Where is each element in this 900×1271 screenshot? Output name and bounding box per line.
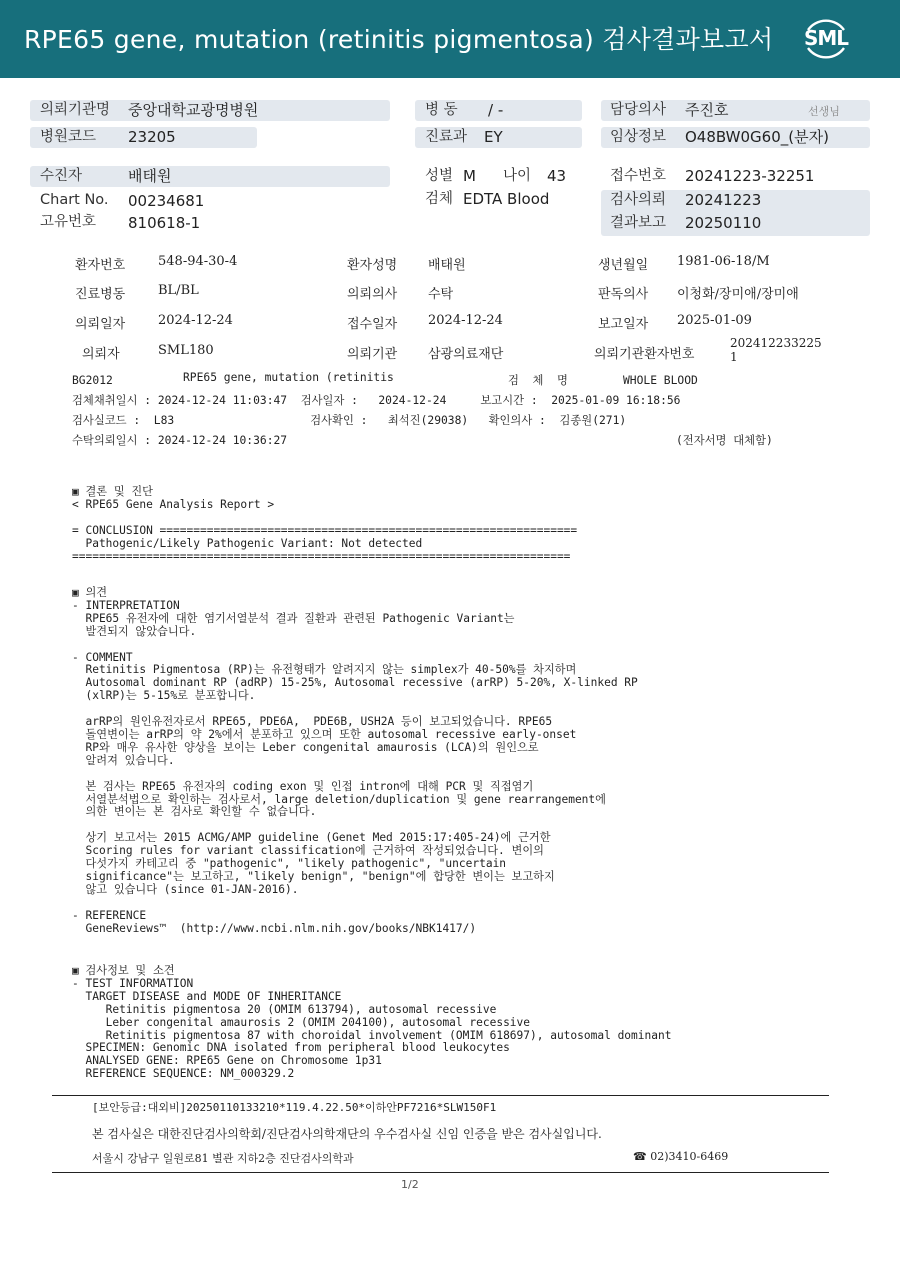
report-header <box>0 0 900 78</box>
grid-r2-l2: 의뢰의사 <box>347 287 398 302</box>
uid-label: 고유번호 <box>40 214 97 230</box>
grid-r2-l3: 판독의사 <box>598 287 649 302</box>
age-label: 나이 <box>503 168 532 184</box>
footer-rule-bottom <box>52 1172 829 1173</box>
meta-esign: (전자서명 대체함) <box>676 434 773 447</box>
report-title: RPE65 gene, mutation (retinitis pigmentosa) 검사결과보고서 <box>24 25 774 54</box>
age-value: 43 <box>547 167 567 185</box>
doctor-label: 담당의사 <box>610 102 667 118</box>
test-info-section: ▣ 검사정보 및 소견 - TEST INFORMATION TARGET DISEASE and MODE OF INHERITANCE Retinitis pigmentosa 20 (OMIM 613794), autosomal recessive Leber congenital amaurosis 2 (OMIM 204100), autosomal recessive Retinitis pigmentosa 87 with choroidal involvement (OMIM 618697), autosomal dominant SPECIMEN: Genomic DNA isolated from peripheral blood leukocytes ANALYSED GENE: RPE65 Gene on Chromosome 1p31 REFERENCE SEQUENCE: NM_000329.2 <box>72 964 672 1081</box>
cert-line: 본 검사실은 대한진단검사의학회/진단검사의학재단의 우수검사실 신임 인증을 받은 검사실입니다. <box>92 1127 602 1141</box>
clinical-label: 임상정보 <box>610 129 667 145</box>
footer-rule-top <box>52 1095 829 1096</box>
grid-r3-l3: 보고일자 <box>598 317 649 332</box>
receipt-label: 접수번호 <box>610 168 667 184</box>
grid-r2-l1: 진료병동 <box>75 287 126 302</box>
meta-specimen-value: WHOLE BLOOD <box>623 374 698 387</box>
chart-label: Chart No. <box>40 192 109 208</box>
grid-r4-v2: 삼광의료재단 <box>428 347 504 362</box>
meta-code: BG2012 <box>72 374 113 387</box>
dept-label: 진료과 <box>425 129 468 145</box>
page-number: 1/2 <box>401 1178 419 1191</box>
clinical-value: O48BW0G60_(분자) <box>685 128 829 146</box>
meta-specimen-label: 검 체 명 <box>508 374 568 387</box>
institution-value: 중앙대학교광명병원 <box>128 101 259 119</box>
meta-line4: 수탁의뢰일시 : 2024-12-24 10:36:27 <box>72 434 288 447</box>
grid-r3-l1: 의뢰일자 <box>75 317 126 332</box>
address-line: 서울시 강남구 일원로81 별관 지하2층 진단검사의학과 <box>92 1152 354 1165</box>
patient-label: 수진자 <box>40 168 83 184</box>
meta-line2: 검체채취일시 : 2024-12-24 11:03:47 검사일자 : 2024-12-24 보고시간 : 2025-01-09 16:18:56 <box>72 394 681 407</box>
security-line: [보안등급:대외비]20250110133210*119.4.22.50*이하안PF7216*SLW150F1 <box>92 1101 497 1114</box>
report-label: 결과보고 <box>610 215 667 231</box>
grid-r2-v3: 이청화/장미애/장미애 <box>677 287 799 302</box>
specimen-value: EDTA Blood <box>463 190 550 208</box>
phone-line: ☎ 02)3410-6469 <box>633 1150 729 1163</box>
grid-r4-l1: 의뢰자 <box>82 347 120 362</box>
grid-r4-v3: 202412233225 <box>730 336 822 350</box>
grid-r4-l3: 의뢰기관환자번호 <box>594 347 695 362</box>
patient-bar <box>30 166 390 187</box>
chart-value: 00234681 <box>128 192 205 210</box>
doctor-value: 주진호 <box>685 101 729 119</box>
ward-value: / - <box>488 101 504 119</box>
grid-r1-v3: 1981-06-18/M <box>677 254 770 269</box>
grid-r1-l3: 생년월일 <box>598 258 649 273</box>
hospcode-label: 병원코드 <box>40 129 97 145</box>
req-value: 20241223 <box>685 191 762 209</box>
receipt-value: 20241223-32251 <box>685 167 815 185</box>
grid-r1-v2: 배태원 <box>428 258 466 273</box>
meta-line3: 검사실코드 : L83 검사확인 : 최석진(29038) 확인의사 : 김종원(271) <box>72 414 627 427</box>
grid-r3-v1: 2024-12-24 <box>158 313 233 328</box>
specimen-label: 검체 <box>425 191 454 207</box>
req-label: 검사의뢰 <box>610 192 667 208</box>
uid-value: 810618-1 <box>128 214 201 232</box>
logo-text: SML <box>803 26 849 50</box>
hospcode-value: 23205 <box>128 128 176 146</box>
grid-r2-v2: 수탁 <box>428 287 454 302</box>
institution-label: 의뢰기관명 <box>40 102 111 118</box>
grid-r1-v1: 548-94-30-4 <box>158 254 238 269</box>
doctor-suffix: 선생님 <box>808 105 840 118</box>
grid-r3-v3: 2025-01-09 <box>677 313 752 328</box>
grid-r4-l2: 의뢰기관 <box>347 347 398 362</box>
patient-value: 배태원 <box>128 167 172 185</box>
grid-r4-v3b: 1 <box>730 350 738 364</box>
sml-logo <box>800 12 852 66</box>
sex-label: 성별 <box>425 168 454 184</box>
report-value: 20250110 <box>685 214 762 232</box>
dept-value: EY <box>484 128 503 146</box>
grid-r2-v1: BL/BL <box>158 283 199 298</box>
opinion-section: ▣ 의견 - INTERPRETATION RPE65 유전자에 대한 염기서열분석 결과 질환과 관련된 Pathogenic Variant는 발견되지 않았습니다. - COMMENT Retinitis Pigmentosa (RP)는 유전형태가 알려지지 않는 simplex가 40-50%를 차지하며 Autosomal dominant RP (adRP) 15-25%, Autosomal recessive (arRP) 5-20%, X-linked RP (xlRP)는 5-15%로 분포합니다. arRP의 원인유전자로서 RPE65, PDE6A, PDE6B, USH2A 등이 보고되었습니다. RPE65 돌연변이는 arRP의 약 2%에서 분포하고 있으며 또한 autosomal recessive early-onset RP와 매우 유사한 양상을 보이는 Leber congenital amaurosis (LCA)의 원인으로 알려져 있습니다. 본 검사는 RPE65 유전자의 coding exon 및 인접 intron에 대해 PCR 및 직접염기 서열분석법으로 확인하는 검사로서, large deletion/duplication 및 gene rearrangement에 의한 변이는 본 검사로 확인할 수 없습니다. 상기 보고서는 2015 ACMG/AMP guideline (Genet Med 2015:17:405-24)에 근거한 Scoring rules for variant classification에 근거하여 작성되었습니다. 변이의 다섯가지 카테고리 중 "pathogenic", "likely pathogenic", "uncertain significance"는 보고하고, "likely benign", "benign"에 합당한 변이는 보고하지 않고 있습니다 (since 01-JAN-2016). - REFERENCE GeneReviews™ (http://www.ncbi.nlm.nih.gov/books/NBK1417/) <box>72 586 638 935</box>
grid-r1-l2: 환자성명 <box>347 258 398 273</box>
meta-testname: RPE65 gene, mutation (retinitis <box>183 371 394 384</box>
grid-r3-v2: 2024-12-24 <box>428 313 503 328</box>
grid-r4-v1: SML180 <box>158 343 214 358</box>
grid-r3-l2: 접수일자 <box>347 317 398 332</box>
sex-value: M <box>463 167 476 185</box>
ward-label: 병 동 <box>425 102 458 118</box>
grid-r1-l1: 환자번호 <box>75 258 126 273</box>
conclusion-section: ▣ 결론 및 진단 < RPE65 Gene Analysis Report > = CONCLUSION ============================================================== Pathogenic/Likely Pathogenic Variant: Not detected ========================================================================== <box>72 485 578 563</box>
